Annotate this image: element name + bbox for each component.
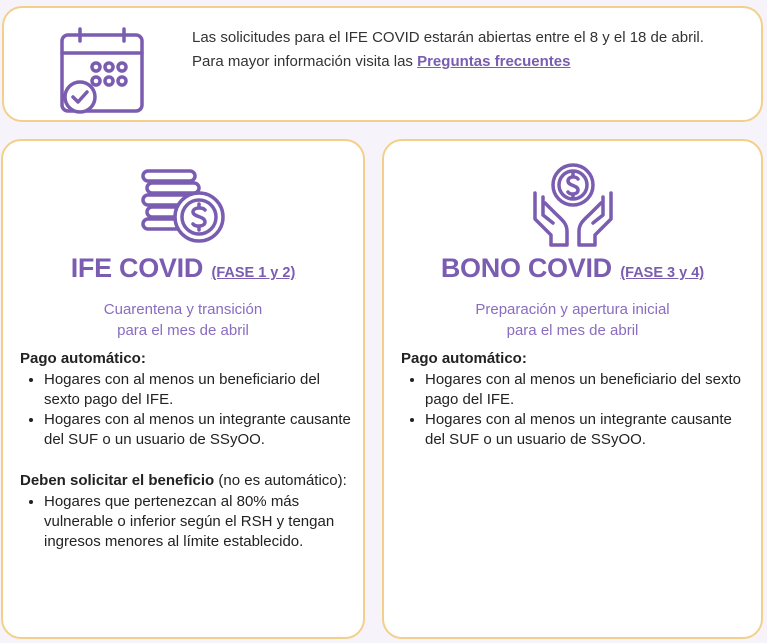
list-item: • Hogares con al menos un beneficiario del sexto pago del IFE.	[44, 370, 351, 410]
bono-covid-card	[382, 139, 763, 639]
bono-auto-list	[401, 370, 749, 450]
ife-title: IFE COVID (FASE 1 y 2)	[70, 253, 296, 283]
ife-auto-heading: Pago automático:	[20, 350, 146, 367]
faq-link[interactable]: Preguntas frecuentes	[417, 53, 571, 70]
ife-details	[20, 349, 351, 552]
list-item: • Hogares con al menos un integrante causante del SUF o un usuario de SSyOO.	[44, 410, 351, 450]
banner-line-2: Para mayor información visita las Preguntas frecuentes	[192, 53, 571, 70]
bono-phase-link[interactable]: (FASE 3 y 4)	[620, 265, 705, 281]
calendar-check-icon	[54, 25, 150, 121]
ife-apply-heading: Deben solicitar el beneficio (no es automático):	[20, 472, 347, 489]
list-item: • Hogares con al menos un beneficiario del sexto pago del IFE.	[425, 370, 749, 410]
ife-apply-list	[20, 492, 351, 552]
list-item: • Hogares con al menos un integrante causante del SUF o un usuario de SSyOO.	[425, 410, 749, 450]
bono-details	[401, 349, 749, 450]
ife-subtitle: Cuarentena y transición para el mes de abril	[103, 301, 263, 339]
bono-title: BONO COVID (FASE 3 y 4)	[440, 253, 705, 283]
hands-coin-icon	[527, 161, 619, 249]
ife-covid-card	[1, 139, 365, 639]
list-item: • Hogares que pertenezcan al 80% más vulnerable o inferior según el RSH y tengan ingresos menores al límite establecido.	[44, 492, 351, 552]
ife-phase-link[interactable]: (FASE 1 y 2)	[211, 265, 296, 281]
coins-dollar-icon	[137, 161, 229, 249]
info-banner	[2, 6, 763, 122]
banner-line-1: Las solicitudes para el IFE COVID estarán abiertas entre el 8 y el 18 de abril.	[192, 29, 704, 46]
bono-auto-heading: Pago automático:	[401, 350, 527, 367]
ife-auto-list	[20, 370, 351, 450]
bono-subtitle: Preparación y apertura inicial para el mes de abril	[475, 301, 670, 339]
